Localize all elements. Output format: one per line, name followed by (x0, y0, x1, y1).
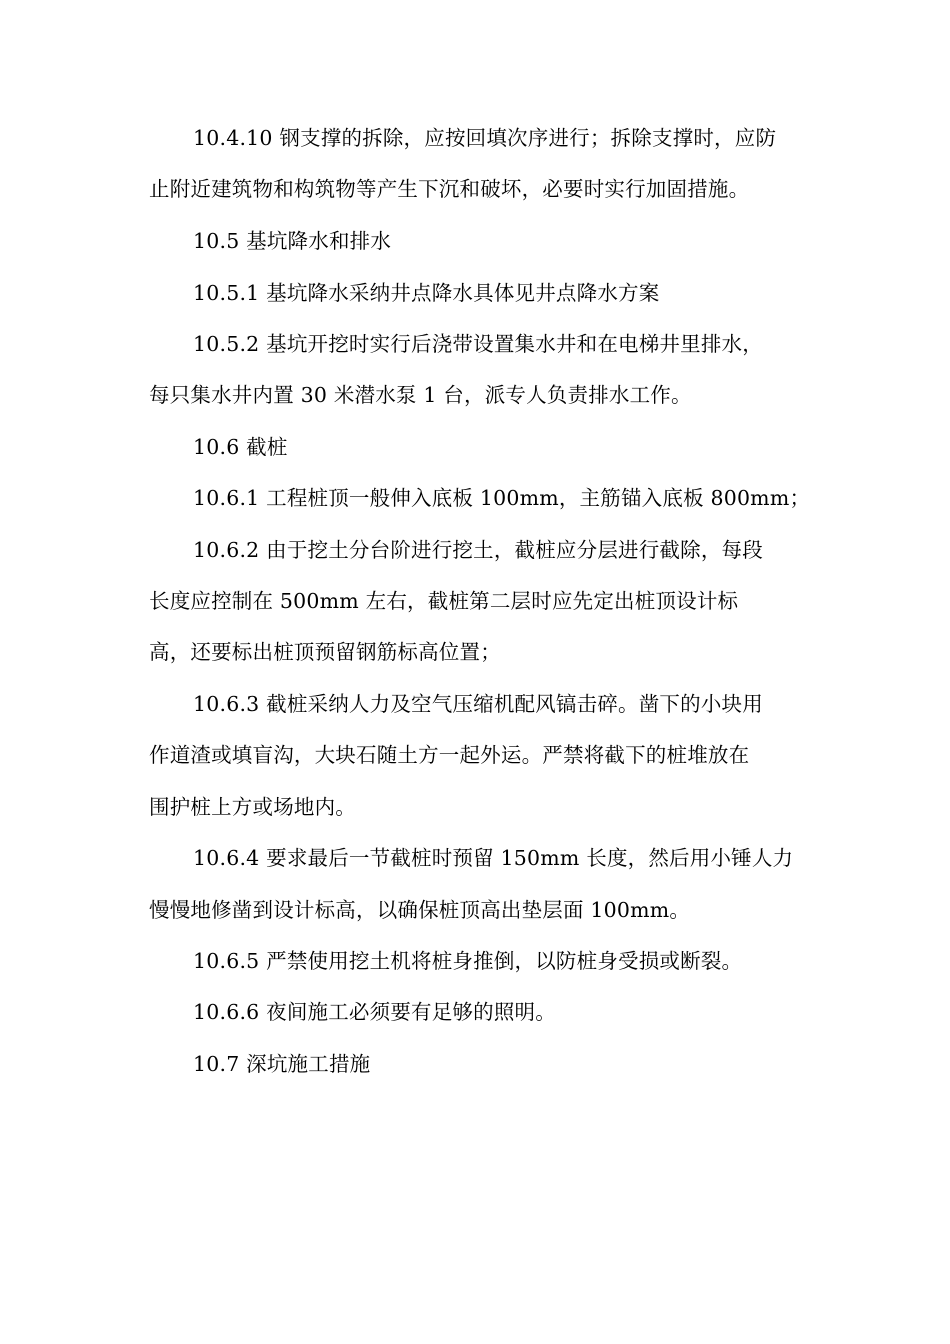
text-line-continuation: 作道渣或填盲沟，大块石随土方一起外运。严禁将截下的桩堆放在 (149, 743, 750, 767)
text-line-10-6-3: 10.6.3 截桩采纳人力及空气压缩机配风镐击碎。凿下的小块用 (193, 692, 763, 716)
text-line-10-5-1: 10.5.1 基坑降水采纳井点降水具体见井点降水方案 (193, 281, 660, 305)
section-heading-10-6: 10.6 截桩 (193, 435, 288, 459)
text-line-10-6-4: 10.6.4 要求最后一节截桩时预留 150mm 长度，然后用小锤人力 (193, 846, 794, 870)
text-line-10-4-10: 10.4.10 钢支撑的拆除，应按回填次序进行；拆除支撑时，应防 (193, 126, 777, 150)
text-line-continuation: 围护桩上方或场地内。 (149, 795, 356, 819)
text-line-10-6-2: 10.6.2 由于挖土分台阶进行挖土，截桩应分层进行截除，每段 (193, 538, 763, 562)
text-line-10-5-2: 10.5.2 基坑开挖时实行后浇带设置集水井和在电梯井里排水， (193, 332, 763, 356)
text-line-continuation: 每只集水井内置 30 米潜水泵 1 台，派专人负责排水工作。 (149, 383, 692, 407)
section-heading-10-7: 10.7 深坑施工措施 (193, 1052, 371, 1076)
text-line-continuation: 高，还要标出桩顶预留钢筋标高位置； (149, 640, 501, 664)
text-line-10-6-1: 10.6.1 工程桩顶一般伸入底板 100mm，主筋锚入底板 800mm； (193, 486, 811, 510)
text-line-10-6-6: 10.6.6 夜间施工必须要有足够的照明。 (193, 1000, 556, 1024)
text-line-continuation: 止附近建筑物和构筑物等产生下沉和破坏，必要时实行加固措施。 (149, 177, 750, 201)
section-heading-10-5: 10.5 基坑降水和排水 (193, 229, 392, 253)
text-line-continuation: 慢慢地修凿到设计标高，以确保桩顶高出垫层面 100mm。 (149, 898, 691, 922)
text-line-continuation: 长度应控制在 500mm 左右，截桩第二层时应先定出桩顶设计标 (149, 589, 739, 613)
text-line-10-6-5: 10.6.5 严禁使用挖土机将桩身推倒，以防桩身受损或断裂。 (193, 949, 743, 973)
